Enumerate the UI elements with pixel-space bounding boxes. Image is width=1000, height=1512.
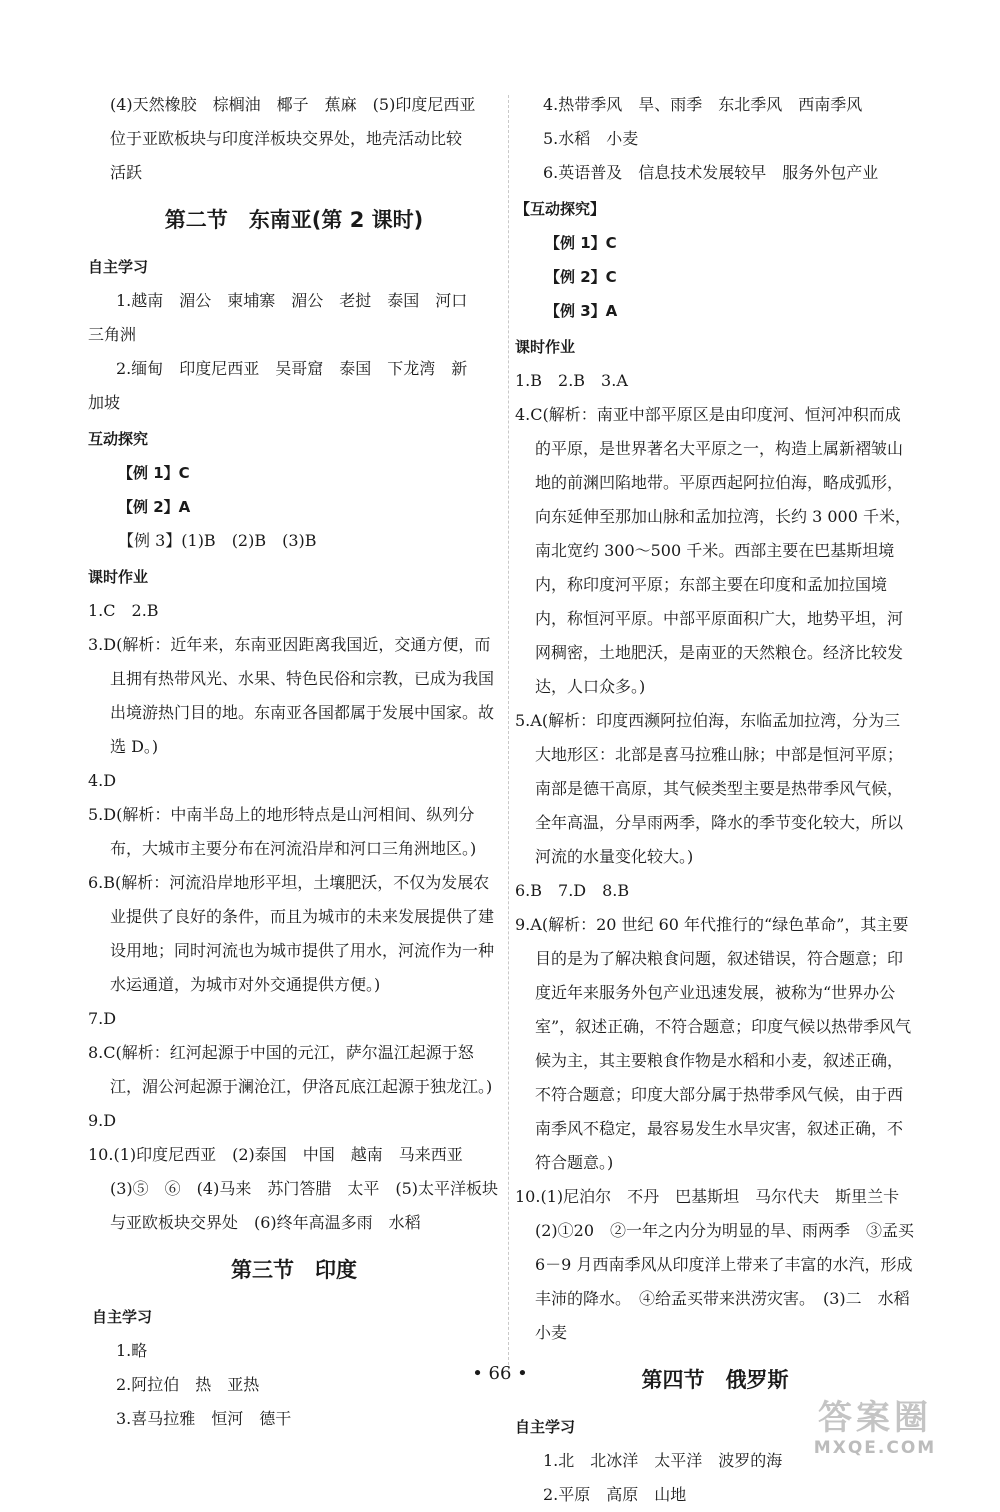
subsection-heading: 自主学习 (88, 258, 149, 276)
text-line: 6.英语普及 信息技术发展较早 服务外包产业 (543, 163, 879, 182)
text-line: 【例 2】A (118, 498, 191, 516)
text-line: (4)天然橡胶 棕榈油 椰子 蕉麻 (5)印度尼西亚 (110, 95, 476, 114)
text-line: 2.平原 高原 山地 (543, 1485, 687, 1504)
text-line: 3.喜马拉雅 恒河 德干 (116, 1409, 292, 1428)
column-divider (508, 95, 509, 1370)
left-column (88, 88, 500, 1436)
text-line: 2.阿拉伯 热 亚热 (116, 1375, 260, 1394)
text-line: 1.略 (116, 1341, 148, 1360)
text-line: 【例 3】A (545, 302, 618, 320)
text-line: 4.热带季风 旱、雨季 东北季风 西南季风 (543, 95, 863, 114)
answer-paragraph: 8.C(解析：红河起源于中国的元江，萨尔温江起源于怒江，湄公河起源于澜沧江，伊洛瓦底江起源于独龙江。) (88, 1043, 493, 1096)
answer-paragraph: 9.A(解析：20 世纪 60 年代推行的“绿色革命”，其主要目的是为了解决粮食问题，叙述错误，符合题意；印度近年来服务外包产业迅速发展，被称为“世界办公室”，叙述正确，不符合题意；印度气候以热带季风气候为主，其主要粮食作物是水稻和小麦，叙述正确，不符合题意；印度大部分属于热带季风气候，由于西南季风不稳定，最容易发生水旱灾害，叙述正确，不符合题意。) (515, 915, 912, 1172)
text-line: 7.D (88, 1009, 117, 1028)
answer-paragraph: 10.(1)尼泊尔 不丹 巴基斯坦 马尔代夫 斯里兰卡 (2)①20 ②一年之内分为明显的旱、雨两季 ③孟买 6－9 月西南季风从印度洋上带来了丰富的水汽，形成丰沛的降水。 ④给孟买带来洪涝灾害。 (3)二 水稻 小麦 (515, 1187, 926, 1342)
watermark-url: MXQE.COM (813, 1438, 937, 1458)
text-line: 1.C 2.B (88, 601, 159, 620)
section-title: 第二节 东南亚(第 2 课时) (164, 208, 424, 232)
text-line: 6.B 7.D 8.B (515, 881, 630, 900)
subsection-heading: 自主学习 (515, 1418, 576, 1436)
text-line: 三角洲 (88, 325, 137, 344)
text-line: 9.D (88, 1111, 117, 1130)
text-line: 1.越南 湄公 柬埔寨 湄公 老挝 泰国 河口 (116, 291, 468, 310)
text-line: 【例 3】(1)B (2)B (3)B (118, 531, 317, 550)
subsection-heading: 课时作业 (515, 338, 576, 356)
text-line: 4.D (88, 771, 117, 790)
text-line: 1.北 北冰洋 太平洋 波罗的海 (543, 1451, 783, 1470)
right-column (515, 88, 926, 1512)
watermark-title: 答案圈 (818, 1398, 932, 1438)
text-line: 【例 2】C (545, 268, 617, 286)
text-line: 5.水稻 小麦 (543, 129, 639, 148)
text-line: 活跃 (110, 163, 143, 182)
subsection-heading: 自主学习 (92, 1308, 153, 1326)
section-title: 第三节 印度 (231, 1258, 357, 1282)
answer-paragraph: 5.A(解析：印度西濒阿拉伯海，东临孟加拉湾，分为三大地形区：北部是喜马拉雅山脉；中部是恒河平原；南部是德干高原，其气候类型主要是热带季风气候，全年高温，分旱雨两季，降水的季节变化较大，所以河流的水量变化较大。) (515, 711, 904, 866)
text-line: 加坡 (88, 393, 121, 412)
answer-paragraph: 5.D(解析：中南半岛上的地形特点是山河相间、纵列分布，大城市主要分布在河流沿岸和河口三角洲地区。) (88, 805, 477, 858)
text-line: 位于亚欧板块与印度洋板块交界处，地壳活动比较 (110, 129, 463, 148)
text-line: 【例 1】C (545, 234, 617, 252)
text-line: 【例 1】C (118, 464, 190, 482)
subsection-heading: 【互动探究】 (515, 200, 606, 218)
subsection-heading: 课时作业 (88, 568, 149, 586)
watermark-logo (760, 1398, 990, 1466)
answer-paragraph: 6.B(解析：河流沿岸地形平坦，土壤肥沃，不仅为发展农业提供了良好的条件，而且为城市的未来发展提供了建设用地；同时河流也为城市提供了用水，河流作为一种水运通道，为城市对外交通提供方便。) (88, 873, 495, 994)
answer-paragraph: 3.D(解析：近年来，东南亚因距离我国近，交通方便，而且拥有热带风光、水果、特色民俗和宗教，已成为我国出境游热门目的地。东南亚各国都属于发展中国家。故选 D。) (88, 635, 495, 756)
section-title: 第四节 俄罗斯 (641, 1368, 789, 1392)
answer-paragraph: 4.C(解析：南亚中部平原区是由印度河、恒河冲积而成的平原，是世界著名大平原之一，构造上属新褶皱山地的前渊凹陷地带。平原西起阿拉伯海，略成弧形，向东延伸至那加山脉和孟加拉湾，长约 3 000 千米，南北宽约 300～500 千米。西部主要在巴基斯坦境内，称印度河平原；东部主要在印度和孟加拉国境内，称恒河平原。中部平原面积广大，地势平坦，河网稠密，土地肥沃，是南亚的天然粮仓。经济比较发达，人口众多。) (515, 405, 911, 696)
answer-paragraph: 10.(1)印度尼西亚 (2)泰国 中国 越南 马来西亚 (3)⑤ ⑥ (4)马来 苏门答腊 太平 (5)太平洋板块与亚欧板块交界处 (6)终年高温多雨 水稻 (88, 1145, 498, 1232)
page-number: • 66 • (472, 1363, 528, 1384)
text-line: 1.B 2.B 3.A (515, 371, 628, 390)
text-line: 2.缅甸 印度尼西亚 吴哥窟 泰国 下龙湾 新 (116, 359, 468, 378)
subsection-heading: 互动探究 (88, 430, 149, 448)
